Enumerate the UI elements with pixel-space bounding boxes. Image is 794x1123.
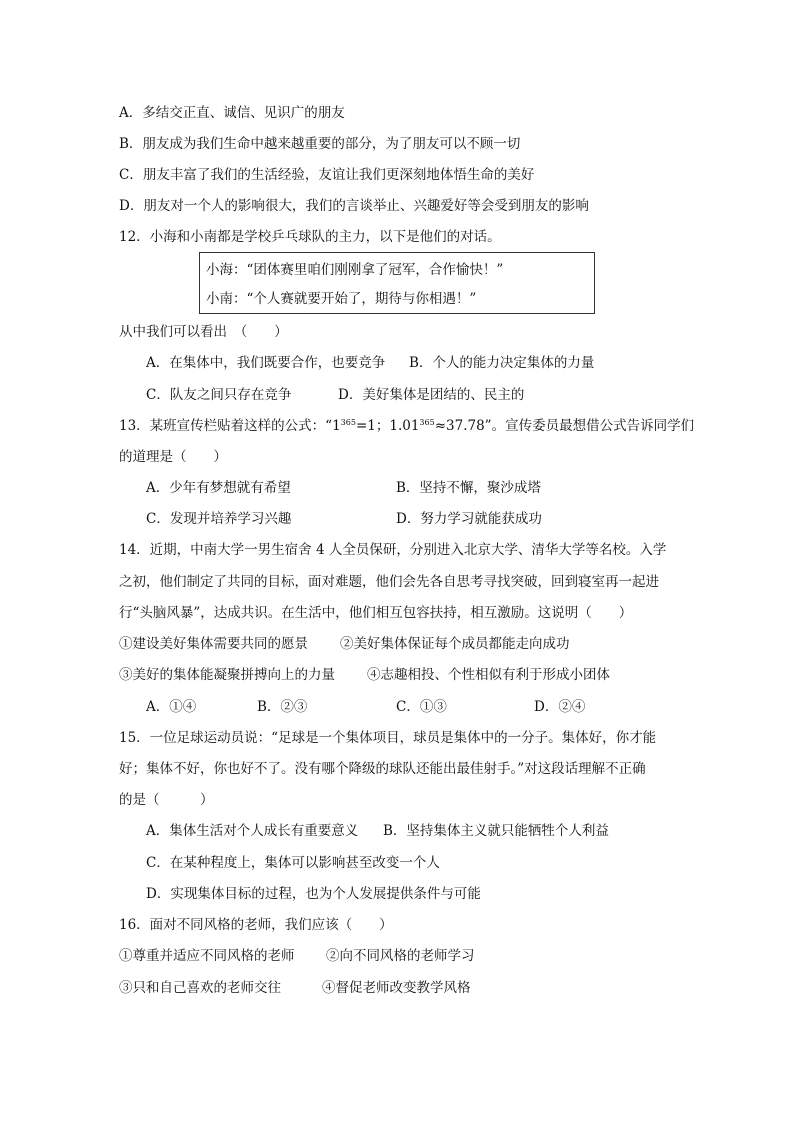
q14-option-a: A．①④ — [146, 699, 197, 715]
q13-option-c: C．发现并培养学习兴趣 — [146, 511, 292, 527]
q14-item-3: ③美好的集体能凝聚拼搏向上的力量 — [119, 667, 335, 683]
q11-option-a: A．多结交正直、诚信、见识广的朋友 — [119, 105, 345, 121]
q13-stem-line2: 的道理是（ ） — [119, 449, 227, 465]
q14-option-c: C．①③ — [396, 699, 447, 715]
q12-option-c: C．队友之间只存在竞争 — [146, 387, 292, 403]
q14-line-3: 行“头脑风暴”，达成共识。在生活中，他们相互包容扶持，相互激励。这说明（ ） — [119, 605, 633, 621]
q14-item-4: ④志趣相投、个性相似有利于形成小团体 — [367, 667, 610, 683]
q12-dialog-box — [199, 252, 595, 314]
q13-stem — [119, 416, 694, 436]
q15-option-d: D．实现集体目标的过程，也为个人发展提供条件与可能 — [146, 886, 481, 902]
q14-option-b: B．②③ — [257, 699, 308, 715]
q16-item-2: ②向不同风格的老师学习 — [326, 948, 475, 964]
q14-option-d: D．②④ — [534, 699, 586, 715]
q14-item-2: ②美好集体保证每个成员都能走向成功 — [340, 636, 570, 652]
q13-exponent-2: 365 — [419, 418, 435, 427]
q11-option-b: B．朋友成为我们生命中越来越重要的部分，为了朋友可以不顾一切 — [119, 136, 521, 152]
q12-question: 从中我们可以看出 （ ） — [119, 324, 288, 340]
q14-item-1: ①建设美好集体需要共同的愿景 — [119, 636, 308, 652]
q16-stem: 16．面对不同风格的老师，我们应该（ ） — [119, 917, 393, 933]
q15-line-3: 的是（ ） — [119, 792, 214, 808]
q16-item-3: ③只和自己喜欢的老师交往 — [119, 980, 281, 996]
q13-option-d: D．努力学习就能获成功 — [396, 511, 542, 527]
q11-option-d: D．朋友对一个人的影响很大，我们的言谈举止、兴趣爱好等会受到朋友的影响 — [119, 198, 589, 214]
q15-option-a: A．集体生活对个人成长有重要意义 — [146, 823, 359, 839]
q12-dialog-line-2: 小南：“个人赛就要开始了，期待与你相遇！” — [206, 291, 477, 307]
q13-exponent-1: 365 — [340, 418, 356, 427]
q13-option-b: B．坚持不懈，聚沙成塔 — [396, 480, 541, 496]
q12-option-d: D．美好集体是团结的、民主的 — [338, 387, 525, 403]
q13-option-a: A．少年有梦想就有希望 — [146, 480, 291, 496]
q11-option-c: C．朋友丰富了我们的生活经验，友谊让我们更深刻地体悟生命的美好 — [119, 167, 535, 183]
q12-stem: 12．小海和小南都是学校乒乓球队的主力，以下是他们的对话。 — [119, 229, 501, 245]
q16-item-4: ④督促老师改变教学风格 — [322, 980, 471, 996]
q13-stem-part3: ≈37.78”。宣传委员最想借公式告诉同学们 — [434, 418, 695, 434]
q15-option-c: C．在某种程度上，集体可以影响甚至改变一个人 — [146, 855, 440, 871]
q14-line-2: 之初，他们制定了共同的目标，面对难题，他们会先各自思考寻找突破，回到寝室再一起进 — [119, 574, 659, 590]
q14-line-1: 14．近期，中南大学一男生宿舍 4 人全员保研，分别进入北京大学、清华大学等名校。入学 — [119, 542, 667, 558]
q13-stem-part2: =1；1.01 — [355, 418, 420, 434]
q15-line-2: 好；集体不好，你也好不了。没有哪个降级的球队还能出最佳射手。”对这段话理解不正确 — [119, 761, 646, 777]
q12-dialog-line-1: 小海：“团体赛里咱们刚刚拿了冠军，合作愉快！” — [206, 262, 504, 278]
q16-item-1: ①尊重并适应不同风格的老师 — [119, 948, 295, 964]
q15-option-b: B．坚持集体主义就只能牺牲个人利益 — [383, 823, 609, 839]
q12-option-b: B．个人的能力决定集体的力量 — [409, 355, 595, 371]
q13-stem-part1: 13．某班宣传栏贴着这样的公式：“1 — [119, 418, 341, 434]
q12-option-a: A．在集体中，我们既要合作，也要竞争 — [146, 355, 386, 371]
q15-line-1: 15．一位足球运动员说：“足球是一个集体项目，球员是集体中的一分子。集体好，你才能 — [119, 730, 657, 746]
